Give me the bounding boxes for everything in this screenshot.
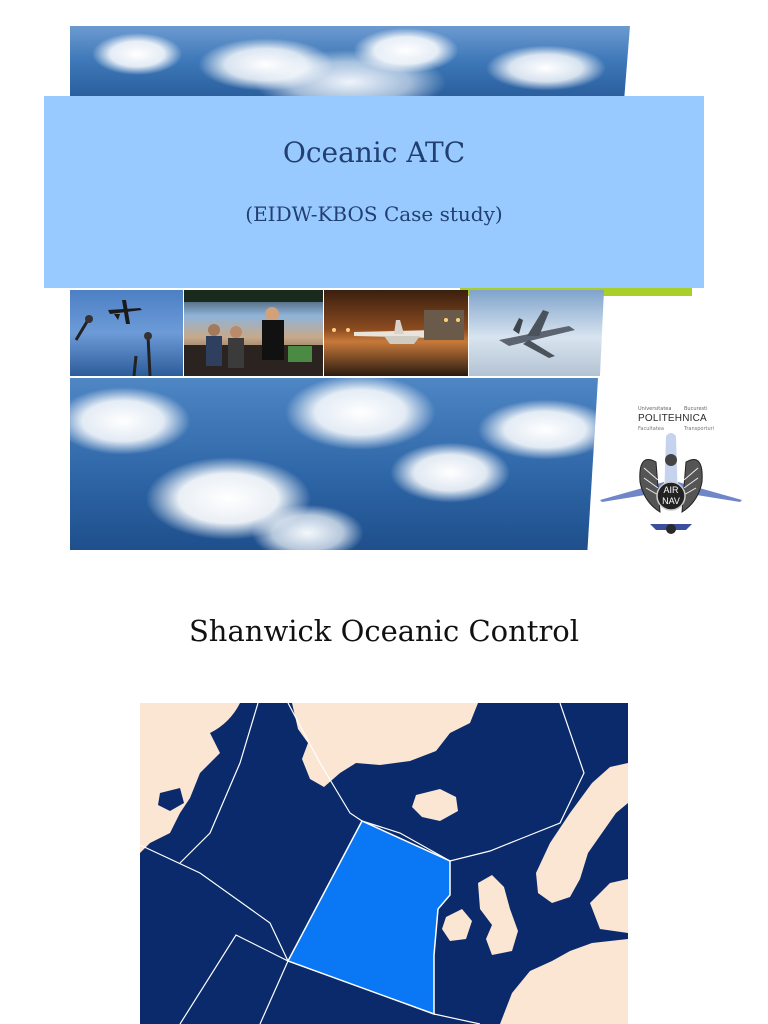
section-heading: Shanwick Oceanic Control <box>188 614 580 648</box>
title-box <box>44 96 704 288</box>
document-title: Oceanic ATC <box>282 136 466 169</box>
photo-fighter-jet <box>469 290 604 376</box>
controllers-illustration <box>184 290 323 376</box>
oceanic-fir-map-illustration <box>140 703 628 1024</box>
airliner-at-gate-illustration <box>324 290 468 376</box>
document-subtitle: (EIDW-KBOS Case study) <box>245 202 503 226</box>
cloud-photo <box>70 378 598 550</box>
photo-airport-night <box>324 290 468 376</box>
logo-sub-right: Transporturi <box>684 426 715 432</box>
badge-text-top: AIR <box>663 485 679 495</box>
eagle-airplane-emblem-icon <box>598 432 744 542</box>
logo-university-name: POLITEHNICA <box>638 413 707 424</box>
photo-airport-towers <box>70 290 183 376</box>
university-logo <box>598 402 744 542</box>
logo-small-left: Universitatea <box>638 406 672 412</box>
fighter-jet-illustration <box>469 290 604 376</box>
badge-text-bottom: NAV <box>662 496 680 506</box>
logo-small-right: Bucuresti <box>684 406 708 412</box>
top-cloud-banner <box>70 26 630 96</box>
photo-control-tower <box>184 290 323 376</box>
shanwick-oceanic-map <box>140 703 628 1024</box>
airplane-silhouette-icon <box>70 290 183 376</box>
logo-sub-left: Facultatea <box>638 426 664 432</box>
